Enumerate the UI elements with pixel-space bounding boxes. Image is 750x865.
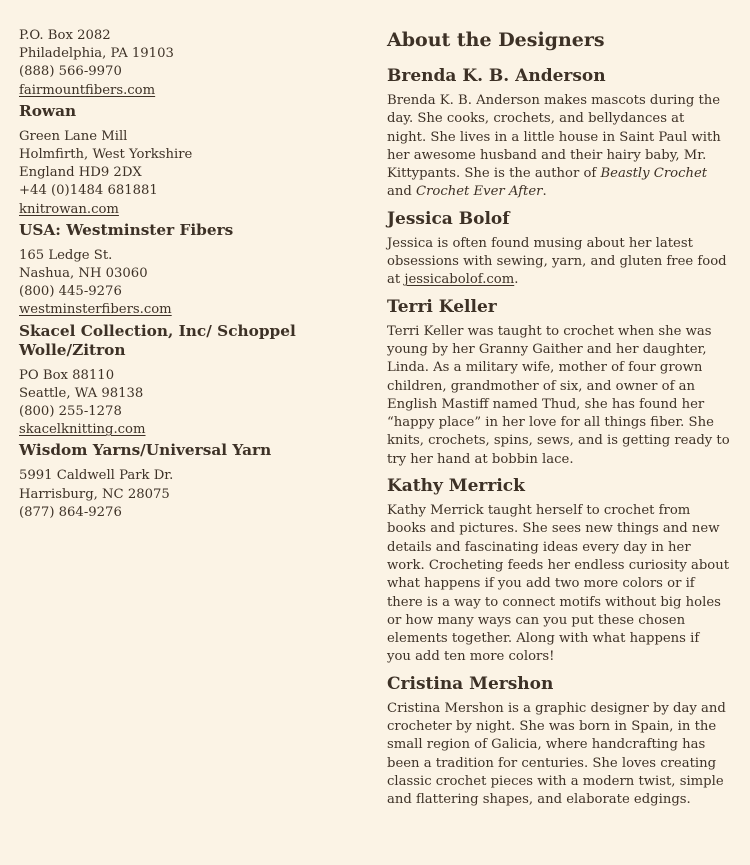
designer-bio: Kathy Merrick taught herself to crochet from books and pictures. She sees new things and new details and fascinating ideas every day in her work. Crocheting feeds her endless curiosity about what happens if you add two more colors or if there is a way to connect motifs without big holes or how many ways can you put these chosen elements together. Along with what happens if you add ten more colors! bbox=[387, 503, 730, 665]
address-line: Seattle, WA 98138 bbox=[19, 385, 144, 401]
supplier-name: Rowan bbox=[19, 101, 77, 120]
address-line: England HD9 2DX bbox=[19, 165, 142, 181]
designer-bolof bbox=[387, 208, 732, 290]
supplier-name bbox=[19, 322, 349, 360]
address-line: 165 Ledge St. bbox=[19, 247, 113, 263]
address-line: 5991 Caldwell Park Dr. bbox=[19, 468, 174, 484]
designer-bio: Terri Keller was taught to crochet when she was young by her Granny Gaither and her daughter, Linda. As a military wife, mother of four grown children, grandmother of six, and owner of an English Mastiff named Thud, she has found her “happy place” in her love for all things fiber. She knits, crochets, spins, sews, and is getting ready to try her hand at bobbin lace. bbox=[387, 323, 730, 467]
designer-merrick bbox=[387, 475, 732, 667]
phone-line: (888) 566-9970 bbox=[19, 64, 122, 80]
phone-line: (877) 864-9276 bbox=[19, 504, 122, 520]
jessicabolof-link[interactable]: jessicabolof.com bbox=[404, 272, 515, 288]
designer-name: Brenda K. B. Anderson bbox=[387, 66, 606, 86]
yarn-sources-column bbox=[19, 0, 349, 522]
address-line: Nashua, NH 03060 bbox=[19, 266, 148, 282]
skacel-block bbox=[19, 322, 349, 440]
address-line: Harrisburg, NC 28075 bbox=[19, 486, 170, 502]
skacel-link[interactable]: skacelknitting.com bbox=[19, 422, 146, 438]
address-line: Holmfirth, West Yorkshire bbox=[19, 147, 193, 163]
designer-name: Terri Keller bbox=[387, 296, 497, 317]
westminster-link[interactable]: westminsterfibers.com bbox=[19, 302, 172, 318]
fairmount-block bbox=[19, 27, 349, 100]
designer-name: Jessica Bolof bbox=[387, 208, 510, 229]
designers-column bbox=[387, 0, 732, 816]
address-line: P.O. Box 2082 bbox=[19, 28, 111, 43]
address-line: PO Box 88110 bbox=[19, 367, 115, 383]
rowan-block bbox=[19, 102, 349, 219]
phone-line: +44 (0)1484 681881 bbox=[19, 183, 158, 199]
book-title: Beastly Crochet bbox=[600, 166, 708, 182]
fairmount-link[interactable]: fairmountfibers.com bbox=[19, 82, 156, 98]
rowan-link[interactable]: knitrowan.com bbox=[19, 201, 119, 217]
supplier-name-line: Wolle/Zitron bbox=[19, 340, 126, 359]
designer-name: Cristina Mershon bbox=[387, 673, 554, 694]
address-line: Green Lane Mill bbox=[19, 128, 128, 144]
phone-line: (800) 445-9276 bbox=[19, 284, 122, 300]
designer-anderson bbox=[387, 65, 732, 202]
page-title: About the Designers bbox=[387, 29, 605, 51]
designer-mershon bbox=[387, 673, 732, 810]
supplier-name: Wisdom Yarns/Universal Yarn bbox=[19, 441, 272, 460]
westminster-block bbox=[19, 221, 349, 320]
supplier-name: USA: Westminster Fibers bbox=[19, 220, 234, 239]
address-line: Philadelphia, PA 19103 bbox=[19, 46, 174, 62]
phone-line: (800) 255-1278 bbox=[19, 404, 122, 420]
designer-bio: Brenda K. B. Anderson makes mascots during the day. She cooks, crochets, and bellydances at night. She lives in a little house in Saint Paul with her awesome husband and their hairy baby, Mr. Kittypants. She is the author of Beastly Crochet and Crochet Ever After. bbox=[387, 93, 721, 200]
designer-name: Kathy Merrick bbox=[387, 476, 525, 497]
supplier-name-line: Skacel Collection, Inc/ Schoppel bbox=[19, 321, 296, 340]
designer-bio: Jessica is often found musing about her latest obsessions with sewing, yarn, and gluten free food at jessicabolof.com. bbox=[387, 235, 727, 288]
book-title: Crochet Ever After bbox=[416, 184, 543, 200]
designer-keller bbox=[387, 296, 732, 469]
designer-bio: Cristina Mershon is a graphic designer by day and crocheter by night. She was born in Spain, in the small region of Galicia, where handcrafting has been a tradition for centuries. She loves creating classic crochet pieces with a modern twist, simple and flattering shapes, and elaborate edgings. bbox=[387, 700, 726, 808]
wisdom-block bbox=[19, 441, 349, 522]
